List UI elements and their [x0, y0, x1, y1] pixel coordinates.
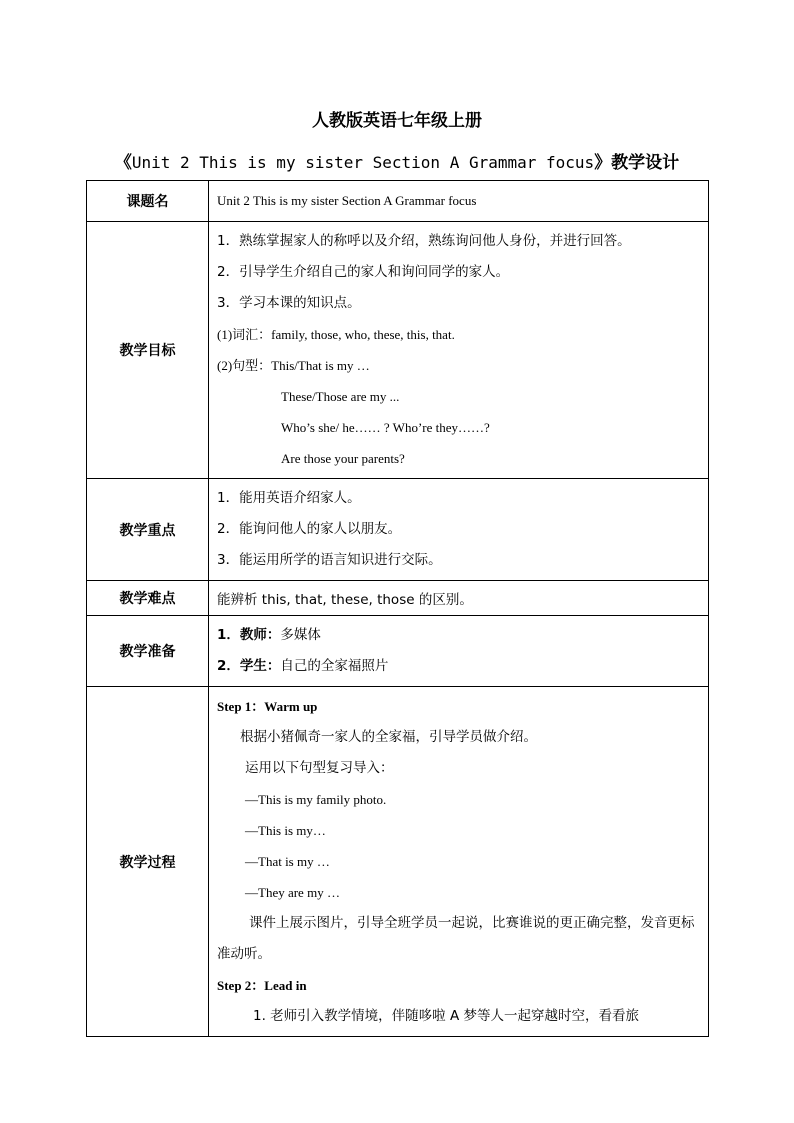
value-key-points	[209, 479, 709, 581]
goal-line: (2)句型：This/That is my …	[217, 358, 370, 373]
label-goals: 教学目标	[87, 222, 209, 479]
label-topic: 课题名	[87, 181, 209, 222]
step2-line: 1. 老师引入教学情境，伴随哆啦 A 梦等人一起穿越时空，看看旅	[253, 1008, 639, 1024]
value-preparation	[209, 616, 709, 687]
row-key-points	[87, 479, 709, 581]
key-point-line: 3．能运用所学的语言知识进行交际。	[217, 552, 442, 568]
preparation-head: 2．学生：	[217, 658, 281, 674]
label-preparation: 教学准备	[87, 616, 209, 687]
row-preparation	[87, 616, 709, 687]
goal-line: These/Those are my ...	[281, 389, 400, 404]
preparation-line	[217, 651, 702, 682]
step1-line: —That is my …	[245, 854, 330, 869]
document-title: 人教版英语七年级上册	[312, 111, 482, 131]
subtitle-close: 》教学设计	[594, 153, 680, 173]
step1-line: —They are my …	[245, 885, 340, 900]
value-goals	[209, 222, 709, 479]
key-point-line: 1．能用英语介绍家人。	[217, 490, 361, 506]
step1-line: —This is my family photo.	[245, 792, 387, 807]
step1-title: Step 1：Warm up	[217, 699, 318, 714]
preparation-line	[217, 620, 702, 651]
row-process	[87, 687, 709, 1037]
document-subtitle	[0, 148, 794, 173]
value-topic	[209, 181, 709, 222]
step1-paragraph: 课件上展示图片，引导全班学员一起说，比赛谁说的更正确完整，发音更标准动听。	[217, 915, 695, 962]
goal-line: Are those your parents?	[281, 451, 405, 466]
goal-line: (1)词汇：family, those, who, these, this, that.	[217, 327, 455, 342]
step1-line: 根据小猪佩奇一家人的全家福，引导学员做介绍。	[240, 729, 537, 745]
goal-line: 1．熟练掌握家人的称呼以及介绍，熟练询问他人身份，并进行回答。	[217, 233, 631, 249]
topic-text: Unit 2 This is my sister Section A Grammar focus	[217, 193, 477, 208]
subtitle-open-bracket: 《	[114, 153, 132, 173]
subtitle-unit-name: Unit 2 This is my sister Section A Grammar focus	[131, 153, 595, 172]
step2-title: Step 2：Lead in	[217, 978, 307, 993]
step1-line: —This is my…	[245, 823, 326, 838]
row-goals	[87, 222, 709, 479]
row-difficulties	[87, 581, 709, 616]
label-key-points: 教学重点	[87, 479, 209, 581]
value-process	[209, 687, 709, 1037]
preparation-head: 1．教师：	[217, 627, 281, 643]
key-point-line: 2．能询问他人的家人以朋友。	[217, 521, 402, 537]
goal-line: 3．学习本课的知识点。	[217, 295, 361, 311]
label-difficulties: 教学难点	[87, 581, 209, 616]
difficulties-text: 能辨析 this, that, these, those 的区别。	[217, 592, 473, 608]
goal-line: Who’s she/ he…… ? Who’re they……?	[281, 420, 490, 435]
preparation-text: 自己的全家福照片	[280, 658, 389, 674]
value-difficulties	[209, 581, 709, 616]
lesson-plan-table	[86, 180, 709, 1037]
label-process: 教学过程	[87, 687, 209, 1037]
goal-line: 2．引导学生介绍自己的家人和询问同学的家人。	[217, 264, 510, 280]
row-topic	[87, 181, 709, 222]
step1-line: 运用以下句型复习导入：	[245, 760, 394, 776]
preparation-text: 多媒体	[280, 627, 321, 643]
